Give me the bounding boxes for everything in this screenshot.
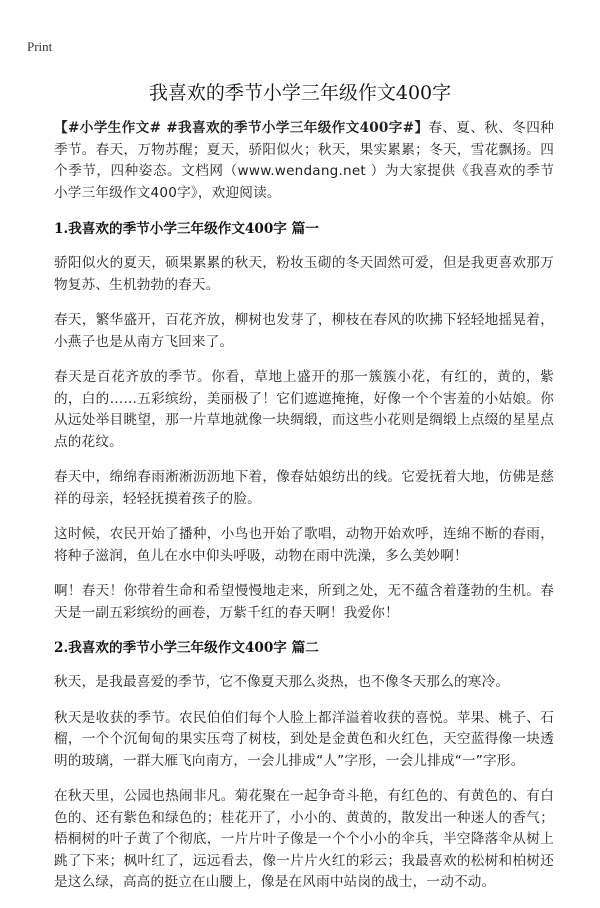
article-body: [54, 118, 554, 908]
paragraph: 秋天是收获的季节。农民伯伯们每个人脸上都洋溢着收获的喜悦。苹果、桃子、石榴，一个个沉甸甸的果实压弯了树枝，到处是金黄色和火红色，天空蓝得像一块透明的玻璃，一群大雁飞向南方，一会儿排成“人”字形，一会儿排成“一”字形。: [54, 709, 554, 769]
intro-tags: 【#小学生作文# #我喜欢的季节小学三年级作文400字#】: [54, 120, 429, 136]
section-heading-2: 2.我喜欢的季节小学三年级作文400字 篇二: [54, 640, 319, 656]
paragraph: 秋天，是我最喜爱的季节，它不像夏天那么炎热，也不像冬天那么的寒冷。: [54, 674, 510, 690]
paragraph: 在秋天里，公园也热闹非凡。菊花聚在一起争奇斗艳，有红色的、有黄色的、有白色的、还有紫色和绿色的；桂花开了，小小的、黄黄的，散发出一种迷人的香气；梧桐树的叶子黄了个彻底，一片片叶子像是一个个小小的伞兵，半空降落伞从树上跳了下来；枫叶红了，远远看去，像一片片火红的彩云；我最喜欢的松树和柏树还是这么绿，高高的挺立在山腰上，像是在风雨中站岗的战士，一动不动。: [54, 788, 554, 890]
print-link[interactable]: Print: [27, 39, 53, 54]
intro-text: 春、夏、秋、冬四种季节。春天，万物苏醒；夏天，骄阳似火；秋天，果实累累；冬天，雪花飘扬。四个季节，四种姿态。文档网（www.wendang.net ）为大家提供《我喜欢的季节小学三年级作文400字》，欢迎阅读。: [54, 120, 554, 201]
paragraph: 春天中，绵绵春雨淅淅沥沥地下着，像春姑娘纺出的线。它爱抚着大地，仿佛是慈祥的母亲，轻轻抚摸着孩子的脸。: [54, 469, 554, 507]
section-heading-1: 1.我喜欢的季节小学三年级作文400字 篇一: [54, 221, 319, 237]
paragraph: 这时候，农民开始了播种，小鸟也开始了歌唱，动物开始欢呼，连绵不断的春雨，将种子滋润，鱼儿在水中仰头呼吸，动物在雨中洗澡，多么美妙啊！: [54, 526, 554, 564]
page-title: 我喜欢的季节小学三年级作文400字: [148, 82, 452, 104]
paragraph: 骄阳似火的夏天，硕果累累的秋天，粉妆玉砌的冬天固然可爱，但是我更喜欢那万物复苏、生机勃勃的春天。: [54, 255, 554, 293]
paragraph: 春天是百花齐放的季节。你看，草地上盛开的那一簇簇小花，有红的，黄的，紫的，白的……五彩缤纷，美丽极了！它们遮遮掩掩，好像一个个害羞的小姑娘。你从远处举目眺望，那一片草地就像一块绸缎，而这些小花则是绸缎上点缀的星星点点的花纹。: [54, 369, 554, 450]
paragraph: 春天，繁华盛开，百花齐放，柳树也发芽了，柳枝在春风的吹拂下轻轻地摇晃着，小燕子也是从南方飞回来了。: [54, 312, 554, 350]
intro-paragraph: [54, 118, 554, 204]
paragraph: 啊！春天！你带着生命和希望慢慢地走来，所到之处，无不蕴含着蓬勃的生机。春天是一副五彩缤纷的画卷，万紫千红的春天啊！我爱你！: [54, 583, 554, 621]
